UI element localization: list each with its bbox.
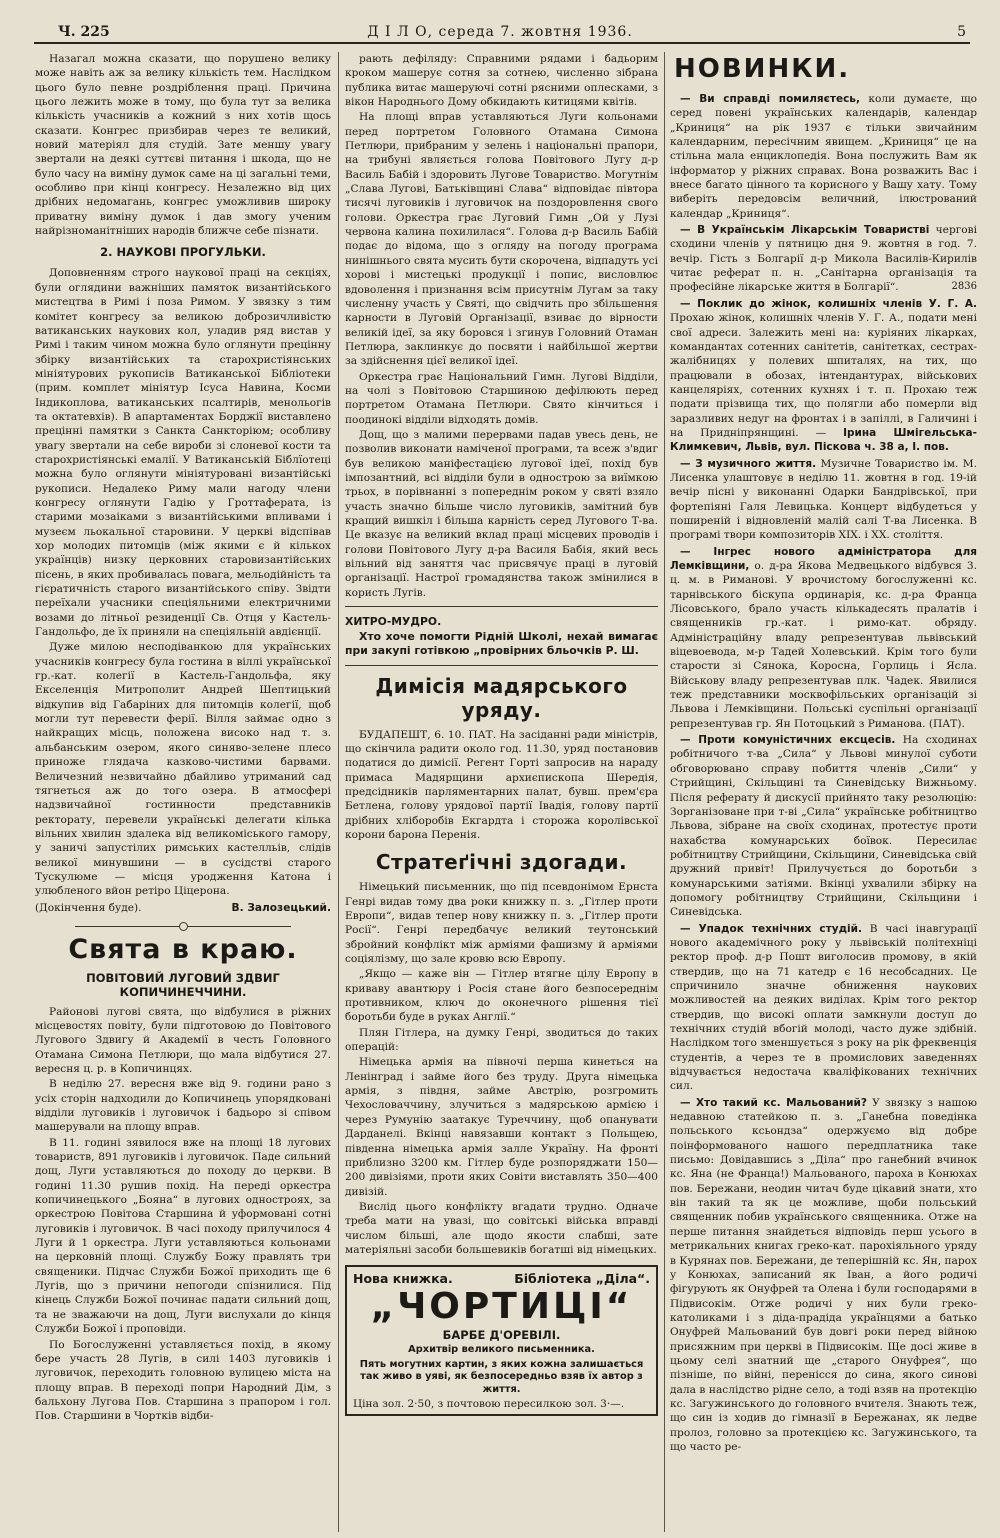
paragraph: Доповненням строго наукової праці на секціях, були оглядини важніших памяток византійського мистецтва в Римі і поза Римом. У звязку з тим комітет конгресу за великою доброзичливістю ватиканських наукових кол, уладив ряд вистав у Римі і таким чином можна було оглянути прецінну збірку византійських та старохристіянських мініятурових рукописів Ватиканської Бібліотеки (прим. комплет мініятур Ісуса Навина, Косми Індикоплова, ватиканських псалтирів, менольогів та октатевхів). В апартаментах Борджії виставлено прецінні памятки з Санкта Санкторіюм; особливу увагу звертали на себе вироби зі слоневої кости та старохристіянські емалії. У Ватиканській Біблїотеці можна було оглянути мініятуровані византійські рукописи. Недалеко Риму мали нагоду члени конгресу оглянути Гадію у Гроттаферата, із старими мозаіками з византійськими впливами і музеєм льокальної старовини. У церкві відспівав хор молодих питомців (між якими є й кількох українців) низку церковних старовизантійських пісень, в яких пробивалась повага, мельодійність та гієратичність старого византійського співу. Звідти переїхали учасники спеціяльними електричними возами до літньої резиденції Св. Отця у Кастель-Гандольфо, де їх приняли на спеціяльній авдієнції.: [35, 267, 331, 639]
paragraph: Вислід цього конфлікту вгадати трудно. Одначе треба мати на увазі, що совітські війська вправді числом більші, але щодо якости слабші, зате матеріяльні засоби большевиків богатші від німецьких.: [345, 1200, 658, 1256]
issue-number: Ч. 225: [58, 24, 110, 40]
divider: [345, 665, 658, 666]
ad-author: БАРБЕ Д'ОРЕВІЛІ.: [442, 1328, 561, 1343]
divider: [345, 606, 658, 607]
ornament-divider: [35, 922, 331, 930]
book-advertisement: [345, 1265, 658, 1416]
news-item-lead: — Ви справді помиляєтесь,: [680, 93, 860, 105]
note-text: Хто хоче помогти Рідній Школі, нехай вимагає при закупі готівкою „провірних бльочків Р. Ш.: [345, 629, 658, 658]
news-item: [670, 545, 977, 731]
news-item-lead: — В Українськім Лікарськім Товаристві: [680, 224, 930, 237]
ad-code: 2836: [951, 281, 977, 293]
article-intro: [35, 52, 331, 238]
paragraph: „Якщо — каже він — Гітлер втягне цілу Европу в криваву авантюру і Росія стане його безпосереднім противником, ключ до оконечного рішення тієї боротьби буде в руках Англії.“: [345, 968, 658, 1024]
news-item: [670, 223, 977, 295]
news-item-text: У звязку з нашою недавною статейкою п. з. „Ганебна поведінка польського ксьондза“ одержуємо від добре поінформованого нашого передплатника таке письмо: Довідавшись з „Діла“ про ганебний вчинок кс. Яна (не Франца!) Мальованого, пароха в Конюхах пов. Бережани, неодин читач буде цікавий знати, хто він такий та як це можливе, щоби польський священник побив українського священника. Отже на перше питання знайдеться відповідь перш усього в метрикальних книгах греко-кат. парохіяльного уряду в Курянах пов. Бережани, де теперішній кс. Ян, парох у Конюхах, записаний як Іван, а його родичі фігурують як Онуфрей та Олена і були господарями в Підвисокім. Отже родичі у них були греко-католиками і з діда-прадіда українцями а батько Онуфрей Мальований був довгі роки перед війною присяжним при церкві в Підвисокім. Ще досі живе в цьому селі знатний ще „старого Онуфрея“, що пізніше, по війні, перенісся до сина, якого синові дала в наслідство рідне село, а тоді взяв на протекцію кс. Загужинського до головного вчителя. Знають теж, що син із ходив до гімназії в Бережанах, як ледве пролоз, головно за протекцією кс. Загужинського, та що часто ре-: [670, 1096, 977, 1453]
news-item-lead: — Упадок технічних студій.: [680, 922, 862, 935]
news-item-lead: — З музичного життя.: [680, 457, 817, 470]
column-2: [345, 52, 658, 1532]
ad-price: Ціна зол. 2·50, з почтовою пересилкою зол. 3·—.: [353, 1398, 625, 1411]
column-divider-2: [664, 52, 665, 1532]
news-item-text: чергові сходини членів у пятницю дня 9. жовтня в год. 7. вечір. Гість з Болгарії д-р Микола Василів-Кирилів читає реферат п. н. „Санітарна організація та професійне лікарське життя в Болгарії“.: [670, 224, 977, 294]
news-item-text: Прохаю жінок, колишніх членів У. Г. А., подати мені свої адреси. Залежить мені на: куріяних лікарках, командантах сотенних санітетів, санітетках, сестрах-жалібницях у полевих шпиталях, на тих, що працювали в обозах, інтендантурах, військових канцеляріях, сотенних кухнях і т. п. Прохаю теж подати прізвища тих, що полягли або померли від заразливих недуг на фронтах і в запіллі, в Галичині і на Придніпрянщині. —: [670, 312, 977, 439]
paragraph: В 11. годині зявилося вже на площі 18 лугових товариств, 891 луговиків і луговичок. Паде сильний дощ, Луги уставляються до походу до церкви. В годині 11.30 рушив похід. На переді оркестра копичинецького „Бояна“ в лугових одностроях, за оркестрою Повітова Старшина й уформовані сотні луговиків і луговичок. В часі походу прилучилося 4 Луги й 1 оркестра. Луги уставляються кольонами на церковній площі. Службу Божу правлять три священики. Підчас Служби Божої приходить ще 6 Лугів, що з причини непогоди спізнилися. Під кінець Служби Божої починає падати сильний дощ, та не зважаючи на дощ, Луги вислухали до кінця Служби Божої і проповіди.: [35, 1136, 331, 1336]
article-subheading: ПОВІТОВИЙ ЛУГОВИЙ ЗДВИГ КОПИЧИНЕЧЧИНИ.: [86, 970, 280, 999]
note-title: ХИТРО-МУДРО.: [345, 615, 442, 629]
paragraph: Оркестра грає Національний Гимн. Лугові Відділи, на чолі з Повітовою Старшиною дефілюють перед портретом Отамана Петлюри. Свято кінчиться і поодинокі відділи відходять домів.: [345, 370, 658, 426]
article-body: [345, 52, 658, 600]
ad-description: Пять могутних картин, з яких кожна залишається так живо в уяві, як безпосередньо взяв їх автор з життя.: [359, 1358, 644, 1395]
ad-right: Бібліотека „Діла“.: [514, 1271, 650, 1287]
paragraph: Плян Гітлера, на думку Генрі, зводиться до таких операцій:: [345, 1026, 658, 1054]
news-item: [670, 92, 977, 221]
news-item: [670, 922, 977, 1094]
masthead-title: Д І Л О, середа 7. жовтня 1936.: [367, 24, 633, 40]
news-item-lead: — Поклик до жінок, колишніх членів У. Г. А.: [680, 297, 977, 310]
page-header: [0, 0, 1000, 48]
news-item-lead: — Інгрес нового адміністратора для Лемківщини,: [670, 545, 977, 572]
news-item-lead: — Хто такий кс. Мальований?: [680, 1096, 867, 1109]
news-item-text: коли думаєте, що серед повені українських календарів, календар „Криниця“ на рік 1937 є тільки звичайним календарним, пересічним явищем. „Криниця“ це на стільна мала енциклопедія. Вона послужить Вам як інформатор у ріжних справах. Вона розважить Вас і внесе багато цінного та корисного у Вашу хату. Тому виберіть передовсім величний, ілюстрований календар „Криниця“.: [670, 93, 977, 220]
page-number: 5: [957, 24, 966, 40]
article-body: [345, 728, 658, 843]
news-item: [670, 1096, 977, 1455]
author-name: В. Залозецький.: [231, 901, 331, 914]
continuation-note: (Докінчення буде).: [35, 901, 142, 914]
paragraph: рають дефіляду: Справними рядами і бадьорим кроком машерує сотня за сотнею, численно зібрана публика витає машеруючі сотні рясними оплесками, з вікон Народнього Дому обкидають китицями квітів.: [345, 53, 658, 109]
paragraph: Дуже милою несподіванкою для українських учасників конгресу була гостина в віллі української гр.-кат. колегії в Кастель-Гандольфа, яку Екселенція Митрополит Андрей Шептицький відкупив від Габаріних для питомців колегії, щоб могли тут перевести ферії. Вілля займає одно з найкращих місць, положена високо над т. з. альбанським озером, якого синяво-зелене плесо приноже глядача казково-чистими барвами. Величезний незвичайно дбайливо утриманий сад тягнеться аж до того озера. В атмосфері надзвичайної гостинности представників ректорату, перевели українські делегати кілька вільних хвилин здалека від великоміського гамору, у заничі запустілих римських кастелльів, слідів великої минувшини — в сусідстві старого Тускулюме — місця уродження Катона і улюбленого вйон ретіро Ціцерона.: [35, 641, 331, 898]
section-heading: 2. НАУКОВІ ПРОГУЛЬКИ.: [100, 245, 266, 260]
paragraph: На площі вправ уставляються Луги кольонами перед портретом Головного Отамана Симона Петлюри, прибраним у зелень і національні прапори, на трибуні являється голова Повітового Лугу д-р Василь Бабій і здоровить Лугове Товариство. Могутнім „Слава Лугові, Батьківщині Слава“ відповідає півтора тисячі луговиків і луговичок на поздоровлення свого голови. Оркестра грає Луговий Гимн „Ой у Лузі червона калина похилилася“. Голова д-р Василь Бабій подає до відома, що з огляду на погоду програма нинішнього свята мусить бути скорочена, відпадуть усі хорові і мистецькі продукції і попис, висловлює вдоволення і признання всім присутнім Лугам за таку численну участь у Святі, що свідчить про збільшення карности в Луговій Організації, взиває до вірности великій ідеї, за яку боровся і згинув Головний Отаман Петлюра, заклинкує до посвяти і найбільшої жертви за здійснення цієї великої ідеї.: [345, 111, 658, 368]
column-3: [670, 52, 977, 1532]
article-body: [35, 1005, 331, 1424]
news-item-lead: — Проти комуністичних ексцесів.: [680, 734, 896, 747]
news-item: [670, 733, 977, 919]
paragraph: Дощ, що з малими перервами падав увесь день, не позволив виконати наміченої програми, та всеж з'вдиг був великою маніфестацією лугової ідеї, похід був імпозантний, всі відділи були в однострою за виїмкою трьох, в порівнанні з попереднім роком у святі взяло участь значно більше число луговиків, замітний був кращий вишкіл і більша карність серед Лугового Т-ва. Це вказує на великий вклад праці місцевих проводів і голови Повітового Лугу д-ра Василя Бабія, який весь вільний від заняття час присвячує праці в луговій організації. Настрої громадянства також змінилися в користь Лугів.: [345, 428, 658, 599]
article-heading: Стратеґічні здогади.: [375, 850, 628, 875]
paragraph: В неділю 27. вересня вже від 9. години рано з усіх сторін надходили до Копичинець упорядковані відділи луговиків і луговичок і бадьоро зі співом машерували на площу вправ.: [35, 1078, 331, 1134]
paragraph: БУДАПЕШТ, 6. 10. ПАТ. На засіданні ради міністрів, що скінчила радити около год. 11.30, уряд постановив податися до димісії. Регент Горті запросив на нараду примаса Мадярщини архиєпископа Шередія, предсідників парляментарних палат, бувш. прем'єра Бетлена, голову урядової партії Івадія, голову партії дрібних хліборобів Екгардта і сторожа королівської корони барона Перенія.: [345, 728, 658, 841]
article-signature: [35, 902, 331, 914]
column-1: [35, 52, 331, 1532]
news-item-signature: Ірина Шмігельська-Климкевич, Львів, вул. Пісковa ч. 38 а, І. пов.: [670, 426, 977, 454]
news-item-text: На сходинах робітничого т-ва „Сила“ у Львові минулої суботи обговорювано справу побиття членів „Сили“ у Стрийщині, Скільщині та Синевідську Вижньому. Після реферату й дискусії прийнято таку резолюцію: Зорганізоване при т-ві „Сила“ українське робітництво Львова, зібране на своїх сходинах, протестує проти нахабства комунарських боївок. Пересилає робітництву Стрийщини, Скільщини, Синевідська свій дружний привіт! Прилучується до боротьби з комунарськими затіями. Вкінці ухвалили збірку на допомогу робітництву Стрийщини, Скільщини і Синевідська.: [670, 734, 977, 919]
article-heading: Свята в краю.: [68, 933, 298, 965]
paragraph: Німецький письменник, що під псевдонімом Ернста Генрі видав тому два роки книжку п. з. „Гітлер проти Европи“, видав тепер нову книжку п. з. „Гітлер проти Росії“. Генрі передбачує великий теутонський збройний конфлікт між арміями фашизму й арміями соціялізму, що зале кровю всю Европу.: [345, 881, 658, 966]
paragraph: Назагал можна сказати, що порушено велику може навіть аж за велику кількість тем. Наслідком цього було певне роздріблення праці. Причина цього лежить може в тому, що була тут за велика кількість учасників а кожний з них хотів щось сказати. Конгрес призбирав через те великий, новий матеріял для студій. Зате меншу увагу звертали на деякі суттєві питання і шкода, що не було часу на виміну думок саме на ці загальні теми, особливо при кінці конгресу. Незалежно від цих дрібних недомагань, конгрес уможливив широку приватну виміну думок і дав змогу ученим найрізноманітніших народів ближче себе пізнати.: [35, 53, 331, 238]
article-body: [345, 880, 658, 1257]
ad-top-line: [353, 1271, 650, 1286]
article-body: [35, 266, 331, 898]
ad-title: „ЧОРТИЦІ“: [370, 1286, 633, 1328]
paragraph: По Богослуженні уставляється похід, в якому бере участь 28 Лугів, в силі 1403 луговиків і луговичок, переходить головною вулицею міста на площу вправ. В переході попри Народний Дім, з бальхону Лугова Пов. Старшина з прапором і гол. Пов. Старшини в Чортків відби-: [35, 1338, 331, 1423]
news-item: [670, 297, 977, 455]
news-item-text: Музичне Товариство ім. М. Лисенка улаштовує в неділю 11. жовтня в год. 19-ій вечір пісні у виконанні Одарки Бандрівської, при фортепіяні Галя Левицька. Концерт відбудеться у поширеній і відновленій малій салі Т-ва Лисенка. В програмі твори композиторів XIX. і XX. століття.: [670, 457, 977, 542]
news-heading: НОВИНКИ.: [674, 54, 851, 84]
article-heading: Димісія мадярського уряду.: [375, 673, 628, 722]
paragraph: Районові лугові свята, що відбулися в ріжних місцевостях повіту, були підготовою до Повітового Лугового Здвигу й Академії в честь Головного Отамана Симона Петлюри, що мала відбутися 27. вересня ц. р. в Копичинцях.: [35, 1005, 331, 1075]
news-list: [670, 92, 977, 1454]
ad-left: Нова книжка.: [353, 1271, 453, 1287]
column-divider-1: [338, 52, 339, 1532]
paragraph: Німецька армія на півночі перша кинеться на Ленінград і займе його без труду. Друга німецька армія, з півдня, займе Австрію, розгромить Чехословаччину, злучиться з мадярською армією і через Румунію заатакує Туреччину, щоб опанувати Дарданелі. Вкінці навязавши контакт з Польщею, південна німецька армія залле Україну. На фронті приблизно 3200 км. Гітлер буде розпоряджати 150—200 дивізіями, проти яких Совіти виставлять 350—400 дивізій.: [345, 1056, 658, 1198]
ad-tagline: Архитвір великого письменника.: [408, 1344, 595, 1356]
news-item-text: В часі інавгурації нового академічного року у львівській політехніці ректор проф. д-р Пошт виголосив промову, в якій ствердив, що на 71 катедр є 16 несобсадних. Це спричинило значне обниження наукових можливостей на деяких виділах. Крім того ректор ствердив, що високі оплати замкнули доступ до технічних студій вбогій молоді, часто дуже здібній. Наслідком того зменшується з року на рік фреквенція студентів, а через те в промислових заведеннях відчувається недостача кваліфікованих технічних сил.: [670, 922, 977, 1093]
news-item: [670, 457, 977, 543]
header-rule: [34, 42, 970, 44]
news-item-text: о. д-ра Якова Медвецького відбувся 3. ц. м. в Риманові. У врочистому богослуженні кс. тарнівського біскупа ординарія, кс. д-ра Франца Лісовського, брало участь кількадесять пралатів і священників гр.-кат. і римо-кат. обряду. Адміністраційну владу репрезентував львівський віцевоевода, м-р Тадей Холевський. Крім того були старости зі Сянока, Коросна, Горлиць і Ясла. Військову владу репрезентував плк. Чадек. Явилися теж представники москвофільських організацій зі Львова і Лемківщини. Польські суспільні організації репрезентував гр. Ян Потоцький з Риманова. (ПАТ).: [670, 560, 977, 730]
